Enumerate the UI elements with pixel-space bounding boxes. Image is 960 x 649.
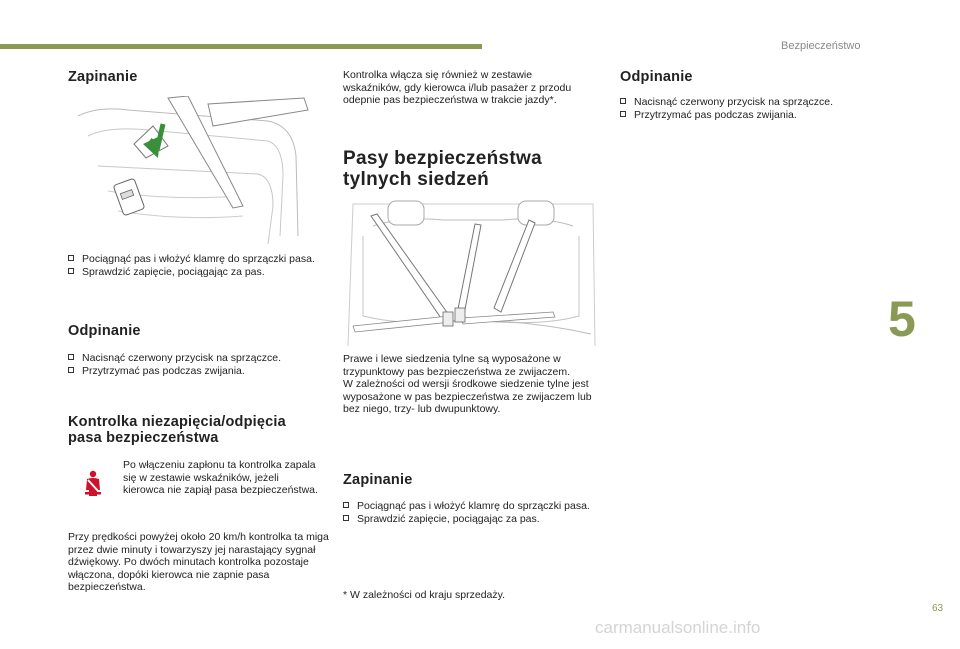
kontrolka-title-line1: Kontrolka niezapięcia/odpięcia [68, 414, 286, 430]
list-item: Nacisnąć czerwony przycisk na sprzączce. [68, 352, 328, 365]
list-item: Sprawdzić zapięcie, pociągając za pas. [343, 513, 603, 526]
front-seatbelt-illustration [68, 96, 318, 246]
kontrolka-description: Po włączeniu zapłonu ta kontrolka zapala się w zestawie wskaźników, jeżeli kierowca nie zapiął pasa bezpieczeństwa. [123, 459, 318, 496]
list-item: Sprawdzić zapięcie, pociągając za pas. [68, 266, 328, 279]
kontrolka-title-line2: pasa bezpieczeństwa [68, 430, 219, 446]
col2-zapinanie-title: Zapinanie [343, 472, 413, 488]
col1-zapinanie-title: Zapinanie [68, 69, 138, 85]
list-item: Pociągnąć pas i włożyć klamrę do sprzączki pasa. [68, 253, 328, 266]
rear-text-2: W zależności od wersji środkowe siedzenie tylne jest wyposażone w pas bezpieczeństwa ze zwijaczem lub bez niego, trzy- lub dwupunktowy. [343, 378, 592, 415]
col1-zapinanie-list [68, 253, 328, 278]
header-accent-bar [0, 44, 482, 49]
rear-belts-heading [343, 148, 603, 190]
rear-title-line1: Pasy bezpieczeństwa [343, 148, 542, 169]
col2-intro-text: Kontrolka włącza się również w zestawie wskaźników, gdy kierowca i/lub pasażer z przodu odepnie pas bezpieczeństwa w trakcie jazdy*. [343, 69, 572, 106]
rear-seatbelt-illustration [343, 196, 599, 348]
rear-text-1: Prawe i lewe siedzenia tylne są wyposażone w trzypunktowy pas bezpieczeństwa ze zwijaczem. [343, 353, 571, 378]
col1-odpinanie-list [68, 352, 328, 377]
footnote: * W zależności od kraju sprzedaży. [343, 589, 506, 601]
page-number: 63 [932, 603, 944, 614]
speed-warning-text: Przy prędkości powyżej około 20 km/h kontrolka ta miga przez dwie minuty i towarzyszy jej narastający sygnał dźwiękowy. Po dwóch minutach kontrolka pozostaje włączona, dopóki kierowca nie zapnie pasa bezpieczeństwa. [68, 531, 329, 593]
watermark: carmanualsonline.info [595, 618, 761, 637]
list-item: Przytrzymać pas podczas zwijania. [68, 365, 328, 378]
list-item: Pociągnąć pas i włożyć klamrę do sprzączki pasa. [343, 500, 603, 513]
col1-odpinanie-title: Odpinanie [68, 323, 141, 339]
col2-zapinanie-list [343, 500, 603, 525]
kontrolka-heading [68, 414, 330, 446]
list-item: Nacisnąć czerwony przycisk na sprzączce. [620, 96, 880, 109]
chapter-number: 5 [888, 291, 916, 347]
seatbelt-warning-icon [80, 470, 106, 498]
section-title: Bezpieczeństwo [781, 40, 861, 52]
rear-title-line2: tylnych siedzeń [343, 169, 489, 190]
list-item: Przytrzymać pas podczas zwijania. [620, 109, 880, 122]
col3-odpinanie-title: Odpinanie [620, 69, 693, 85]
col3-odpinanie-list [620, 96, 880, 121]
rear-description [343, 353, 593, 416]
